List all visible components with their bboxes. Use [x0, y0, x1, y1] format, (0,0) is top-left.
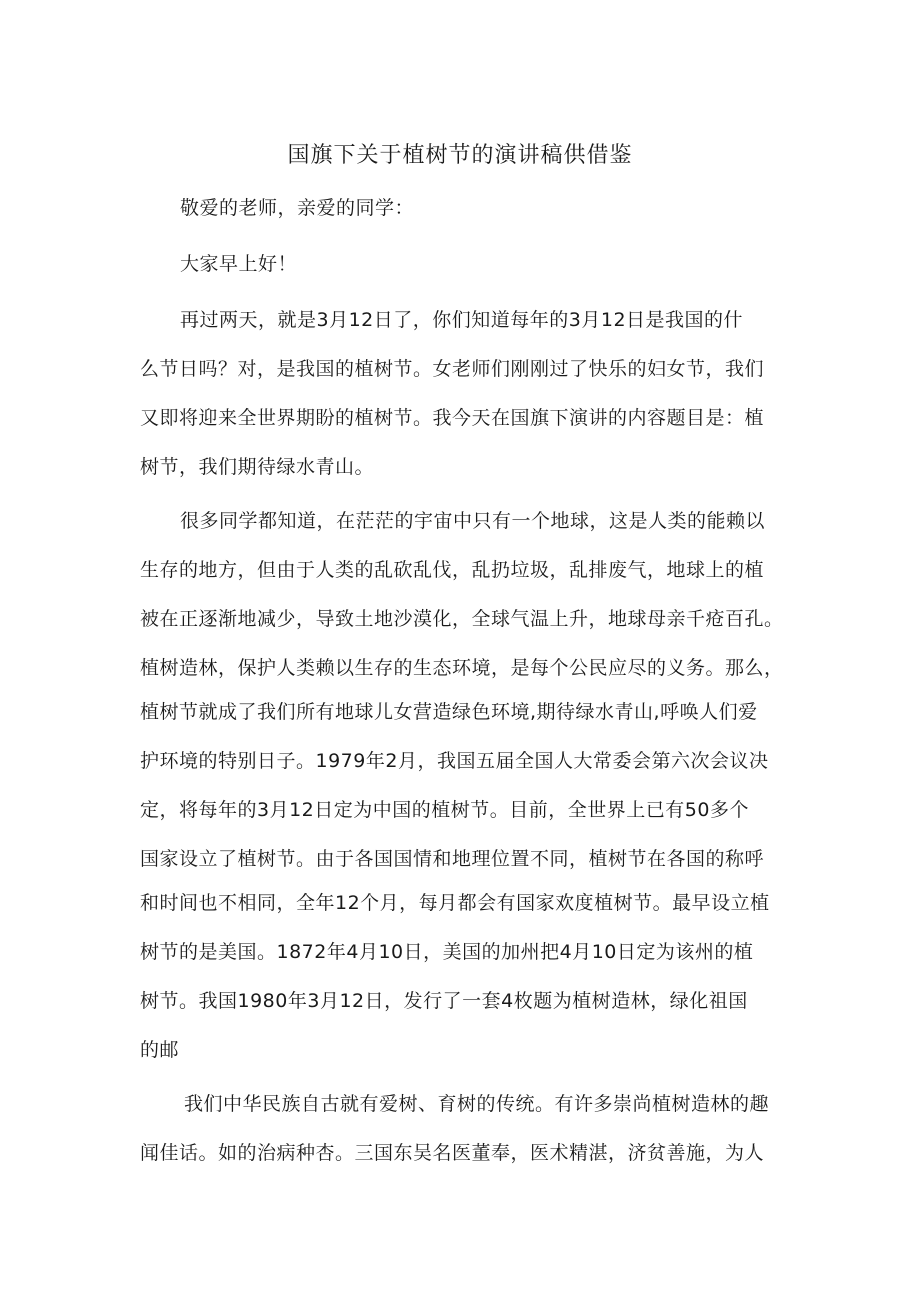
paragraph-2-line-11: 树节。我国1980年3月12日，发行了一套4枚题为植树造林，绿化祖国 — [140, 990, 748, 1012]
document-title: 国旗下关于植树节的演讲稿供借鉴 — [287, 143, 633, 168]
paragraph-2-line-7: 定，将每年的3月12日定为中国的植树节。目前，全世界上已有50多个 — [140, 799, 749, 821]
paragraph-2-line-2: 生存的地方，但由于人类的乱砍乱伐，乱扔垃圾，乱排废气，地球上的植 — [140, 559, 765, 581]
paragraph-1-line-1: 再过两天，就是3月12日了，你们知道每年的3月12日是我国的什 — [180, 309, 744, 331]
paragraph-2-line-4: 植树造林，保护人类赖以生存的生态环境，是每个公民应尽的义务。那么， — [140, 657, 784, 679]
salutation-line: 敬爱的老师，亲爱的同学： — [180, 197, 415, 219]
paragraph-2-line-6: 护环境的特别日子。1979年2月，我国五届全国人大常委会第六次会议决 — [140, 750, 769, 772]
paragraph-2-line-8: 国家设立了植树节。由于各国国情和地理位置不同，植树节在各国的称呼 — [140, 848, 765, 870]
paragraph-2-line-1: 很多同学都知道，在茫茫的宇宙中只有一个地球，这是人类的能赖以 — [180, 510, 766, 532]
paragraph-3-line-1: 我们中华民族自古就有爱树、育树的传统。有许多崇尚植树造林的趣 — [184, 1093, 770, 1115]
paragraph-2-line-10: 树节的是美国。1872年4月10日，美国的加州把4月10日定为该州的植 — [140, 941, 754, 963]
paragraph-2-line-9: 和时间也不相同，全年12个月，每月都会有国家欢度植树节。最早设立植 — [140, 892, 770, 914]
paragraph-2-line-3: 被在正逐渐地减少，导致土地沙漠化，全球气温上升，地球母亲千疮百孔。 — [140, 608, 784, 630]
greeting-line: 大家早上好！ — [180, 253, 298, 275]
paragraph-1-line-3: 又即将迎来全世界期盼的植树节。我今天在国旗下演讲的内容题目是：植 — [140, 407, 765, 429]
paragraph-2-line-12: 的邮 — [140, 1039, 180, 1061]
paragraph-1-line-4: 树节，我们期待绿水青山。 — [140, 456, 375, 478]
paragraph-3-line-2: 闻佳话。如的治病种杏。三国东吴名医董奉，医术精湛，济贫善施，为人 — [140, 1142, 765, 1164]
paragraph-1-line-2: 么节日吗？对，是我国的植树节。女老师们刚刚过了快乐的妇女节，我们 — [140, 358, 765, 380]
paragraph-2-line-5: 植树节就成了我们所有地球儿女营造绿色环境,期待绿水青山,呼唤人们爱 — [140, 701, 758, 723]
